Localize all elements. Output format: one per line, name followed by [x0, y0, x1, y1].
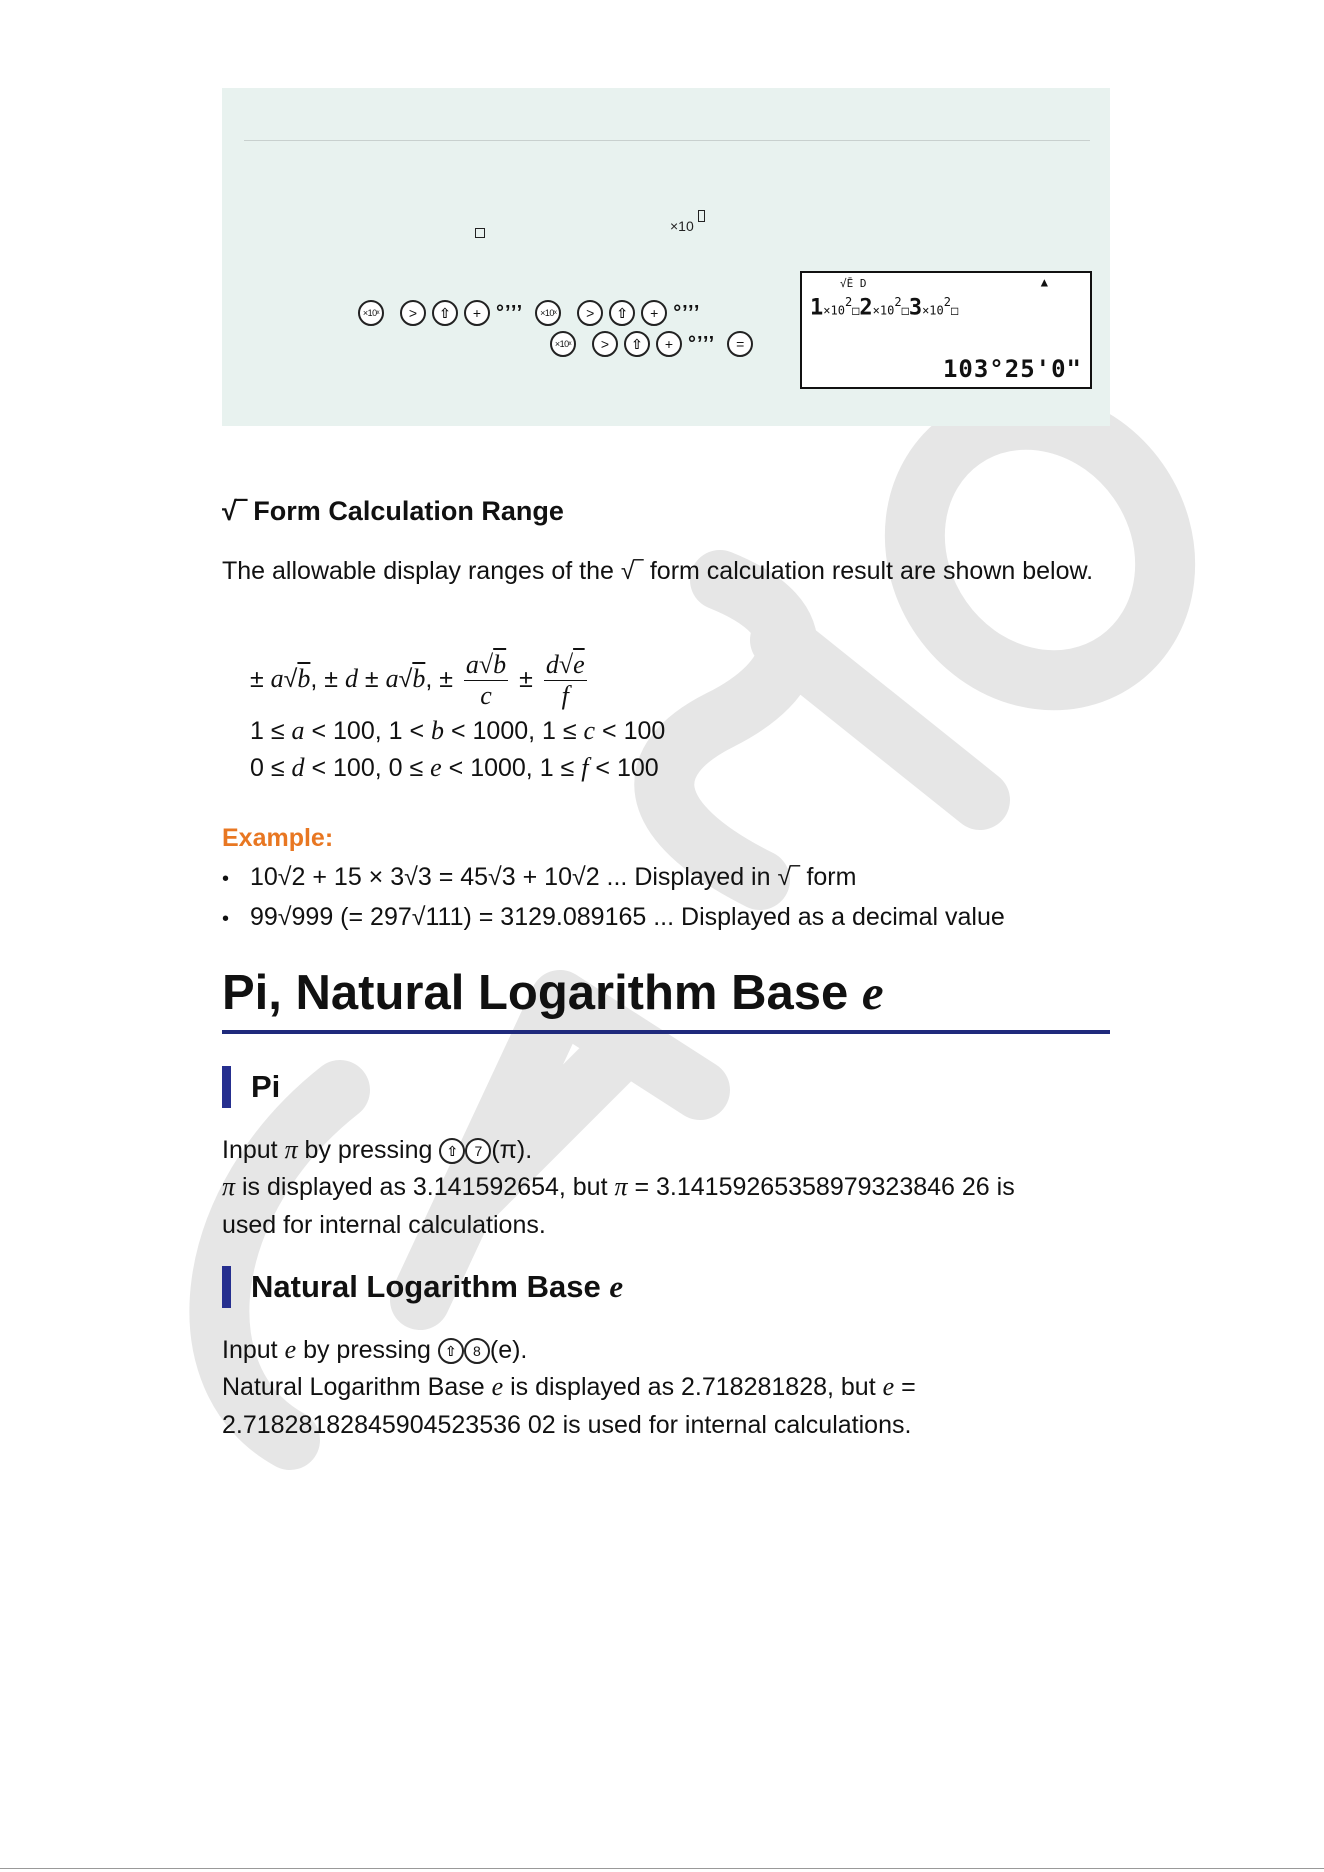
example-list: [222, 858, 1005, 938]
equals-key: =: [727, 331, 753, 357]
right-arrow-key: >: [577, 300, 603, 326]
sqrt-intro-text: The allowable display ranges of the √‾ form calculation result are shown below.: [222, 557, 1094, 585]
sqrt-formula: ± a√b, ± d ± a√b, ± $\frac{a√b}{c}$ ± $\frac{d√e}{f}$: [250, 650, 585, 710]
dms-key: °’’’: [673, 301, 701, 324]
e-input-line: Input e by pressing ⇧ 8 (e).: [222, 1335, 528, 1364]
pi-description: π is displayed as 3.141592654, but π = 3.14159265358979323846 26 is used for internal calculations.: [222, 1172, 1015, 1239]
key-sequence-row2: [550, 331, 753, 357]
dms-key: °’’’: [496, 301, 524, 324]
sqrt-section-title: √‾ Form Calculation Range: [222, 496, 564, 526]
shift-key: ⇧: [432, 300, 458, 326]
example-box: [222, 88, 1110, 426]
section-underline: [222, 1030, 1110, 1034]
placeholder-square-icon: [475, 228, 485, 238]
right-arrow-key: >: [400, 300, 426, 326]
x10-key: ×10ˣ: [358, 300, 384, 326]
seven-key: 7: [465, 1138, 491, 1164]
list-item: • 10√2 + 15 × 3√3 = 45√3 + 10√2 ... Displayed in √‾ form: [222, 858, 1005, 898]
x10-symbol: ×10: [670, 218, 694, 234]
list-item: • 99√999 (= 297√111) = 3129.089165 ... Displayed as a decimal value: [222, 898, 1005, 938]
example-label: Example:: [222, 824, 334, 852]
pi-heading: Pi: [222, 1066, 280, 1108]
dms-key: °’’’: [688, 332, 716, 355]
fraction-1: $\frac{a√b}{c}$: [465, 650, 507, 710]
shift-key: ⇧: [439, 1138, 465, 1164]
example-box-divider: [244, 140, 1090, 141]
x10-key: ×10ˣ: [535, 300, 561, 326]
pi-input-line: Input π by pressing ⇧ 7 (π).: [222, 1135, 533, 1164]
fraction-2: $\frac{d√e}{f}$: [545, 650, 585, 710]
range-line-2: 0 ≤ d < 100, 0 ≤ e < 1000, 1 ≤ f < 100: [250, 753, 659, 782]
range-line-1: 1 ≤ a < 100, 1 < b < 1000, 1 ≤ c < 100: [250, 716, 666, 745]
lcd-up-triangle-icon: ▲: [1040, 275, 1048, 289]
plus-key: +: [641, 300, 667, 326]
lcd-expression: $1\times 10^2□2\times 10^2□3\times 10^2□$: [810, 295, 959, 321]
key-sequence-row1: [358, 300, 706, 326]
lcd-indicator: √Ē D: [840, 277, 867, 290]
plus-key: +: [656, 331, 682, 357]
plus-key: +: [464, 300, 490, 326]
footer-divider: [0, 1868, 1324, 1869]
calculator-display: [800, 271, 1092, 389]
shift-key: ⇧: [438, 1338, 464, 1364]
pi-section-title: Pi, Natural Logarithm Base e: [222, 965, 884, 1020]
right-arrow-key: >: [592, 331, 618, 357]
shift-key: ⇧: [624, 331, 650, 357]
shift-key: ⇧: [609, 300, 635, 326]
lcd-result: 103°25'0": [942, 355, 1082, 383]
x10-key: ×10ˣ: [550, 331, 576, 357]
eight-key: 8: [464, 1338, 490, 1364]
e-description: Natural Logarithm Base e is displayed as 2.718281828, but e = 2.71828182845904523536 02 is used for internal calculations.: [222, 1372, 916, 1439]
e-heading: Natural Logarithm Base e: [222, 1266, 623, 1308]
